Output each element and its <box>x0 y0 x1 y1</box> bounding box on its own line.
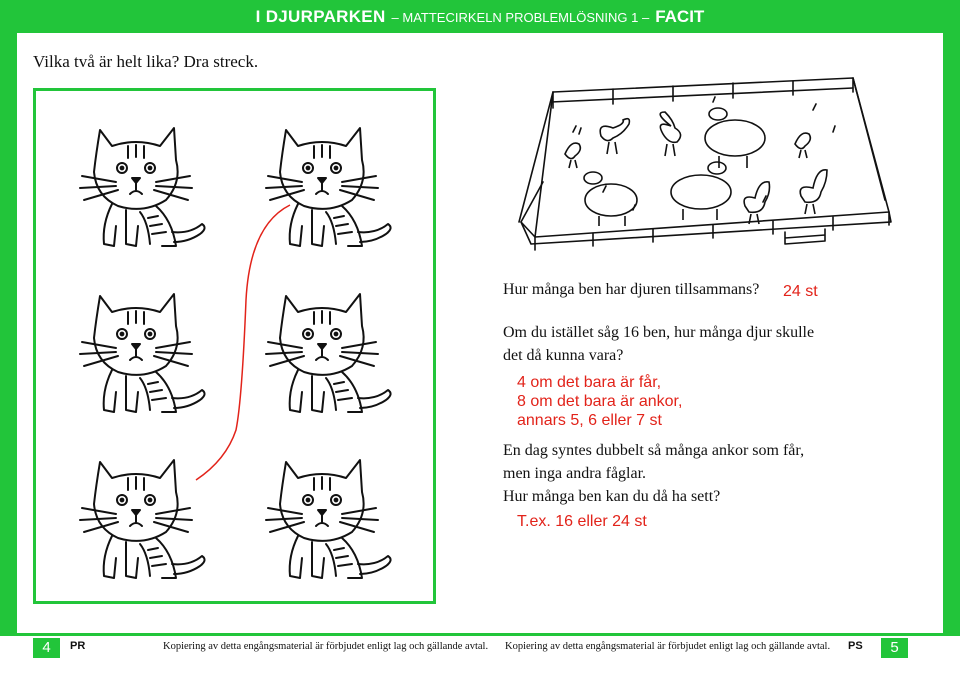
question-3-line-1: En dag syntes dubbelt så många ankor som får, <box>503 442 805 459</box>
question-2-line-1: Om du istället såg 16 ben, hur många djur skulle <box>503 324 815 341</box>
cat-illustration[interactable] <box>78 448 208 583</box>
answer-3: T.ex. 16 eller 24 st <box>517 513 647 530</box>
cat-illustration[interactable] <box>264 116 394 251</box>
question-3-line-2: men inga andra fåglar. <box>503 465 647 482</box>
page-code-left: PR <box>70 640 86 652</box>
question-1: Hur många ben har djuren tillsammans? <box>503 281 760 298</box>
cat-illustration[interactable] <box>264 448 394 583</box>
copyright-notice-left: Kopiering av detta engångsmaterial är förbjudet enligt lag och gällande avtal. <box>163 641 489 652</box>
bird-illustration <box>565 133 810 168</box>
page-number-left: 4 <box>33 638 60 658</box>
page-number-right: 5 <box>881 638 908 658</box>
question-3-line-3: Hur många ben kan du då ha sett? <box>503 488 721 505</box>
page-code-right: PS <box>848 640 863 652</box>
cat-illustration[interactable] <box>264 282 394 417</box>
instruction-text: Vilka två är helt lika? Dra streck. <box>33 52 259 71</box>
question-2-line-2: det då kunna vara? <box>503 347 624 364</box>
header-band <box>0 0 960 33</box>
left-margin-band <box>0 33 17 633</box>
cat-illustration[interactable] <box>78 116 208 251</box>
right-margin-band <box>943 33 960 633</box>
header-facit-label: FACIT <box>655 7 705 26</box>
answer-1: 24 st <box>783 283 818 300</box>
header-title-sub: – MATTECIRKELN PROBLEMLÖSNING 1 – <box>391 10 650 25</box>
answer-2-line-1: 4 om det bara är får, <box>517 374 662 391</box>
answer-2-line-3: annars 5, 6 eller 7 st <box>517 412 662 429</box>
cat-illustration[interactable] <box>78 282 208 417</box>
header-title-main: I DJURPARKEN <box>255 7 386 26</box>
copyright-notice-right: Kopiering av detta engångsmaterial är förbjudet enligt lag och gällande avtal. <box>505 641 831 652</box>
pen-illustration <box>513 72 903 257</box>
header-title <box>0 0 960 34</box>
answer-2-line-2: 8 om det bara är ankor, <box>517 393 683 410</box>
